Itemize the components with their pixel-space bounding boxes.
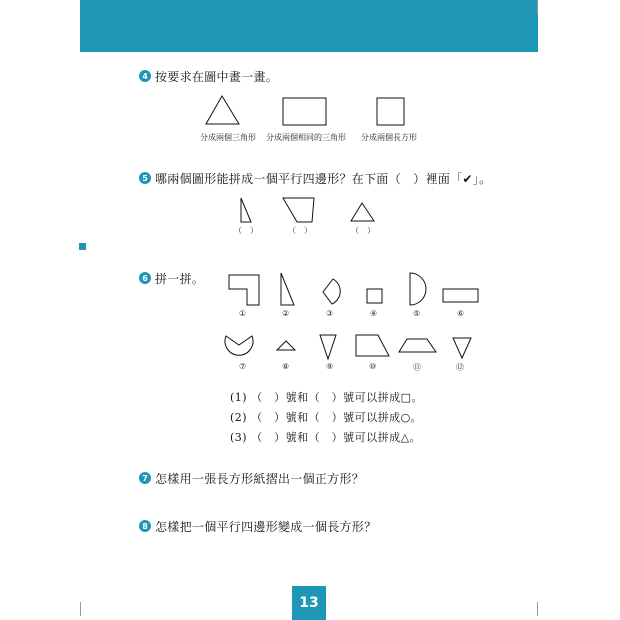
q5-triangle-shape <box>351 203 374 221</box>
shape-number-6: ⑥ <box>457 309 465 318</box>
q4-rectangle-shape <box>283 98 326 125</box>
q5-trapezoid-shape <box>283 198 314 222</box>
shape-number-12: ⑫ <box>456 363 464 372</box>
q5-answer-paren-3[interactable]: （ ） <box>351 226 375 235</box>
shape-10-right-trapezoid <box>356 335 389 356</box>
question-5-text: 哪兩個圖形能拼成一個平行四邊形？在下面（ ）裡面「✔」。 <box>155 172 492 186</box>
q5-answer-paren-2[interactable]: （ ） <box>288 226 312 235</box>
q4-label-3: 分成兩個長方形 <box>361 133 417 142</box>
q4-label-1: 分成兩個三角形 <box>200 133 256 142</box>
shape-number-10: ⑩ <box>369 362 377 371</box>
shape-12-inverted-triangle <box>453 338 471 358</box>
q4-triangle-shape <box>206 96 239 124</box>
q5-right-triangle-shape <box>241 198 251 222</box>
question-5-number: 5 <box>139 172 151 184</box>
question-7-text: 怎樣用一張長方形紙摺出一個正方形？ <box>155 472 365 486</box>
question-7-number: 7 <box>139 472 151 484</box>
shape-6-long-rectangle <box>443 289 478 302</box>
shape-11-trapezoid <box>399 339 436 352</box>
shape-number-8: ⑧ <box>282 362 290 371</box>
question-4-text: 按要求在圖中畫一畫。 <box>155 70 279 84</box>
question-6-number: 6 <box>139 272 151 284</box>
q6-fill-line-1[interactable]: (1) （ ）號和（ ）號可以拼成□。 <box>230 391 423 404</box>
q6-fill-line-3[interactable]: (3) （ ）號和（ ）號可以拼成△。 <box>230 431 422 444</box>
question-6-text: 拼一拼。 <box>155 272 205 286</box>
shape-number-11: ⑪ <box>413 363 421 372</box>
q4-square-shape <box>377 98 404 125</box>
shape-1-l-shape <box>229 275 259 305</box>
q4-label-2: 分成兩個相同的三角形 <box>266 133 346 142</box>
q6-fill-line-2[interactable]: (2) （ ）號和（ ）號可以拼成○。 <box>230 411 423 424</box>
shape-number-7: ⑦ <box>239 362 247 371</box>
shape-9-inverted-triangle <box>320 335 336 359</box>
shape-3-sector <box>323 279 340 304</box>
shape-number-9: ⑨ <box>326 362 334 371</box>
shape-number-1: ① <box>239 309 247 318</box>
shape-7-pacman-circle <box>225 336 253 355</box>
shape-2-right-triangle <box>281 273 294 305</box>
question-8-number: 8 <box>139 520 151 532</box>
question-8-text: 怎樣把一個平行四邊形變成一個長方形？ <box>155 520 377 534</box>
q5-answer-paren-1[interactable]: （ ） <box>234 226 258 235</box>
question-4-number: 4 <box>139 70 151 82</box>
shape-number-2: ② <box>282 309 290 318</box>
page-number: 13 <box>292 586 326 620</box>
shape-number-3: ③ <box>326 309 334 318</box>
shape-number-4: ④ <box>370 309 378 318</box>
shape-5-half-circle <box>410 273 426 305</box>
shape-4-small-square <box>367 289 382 303</box>
shape-number-5: ⑤ <box>413 309 421 318</box>
shape-8-small-triangle <box>277 341 295 350</box>
